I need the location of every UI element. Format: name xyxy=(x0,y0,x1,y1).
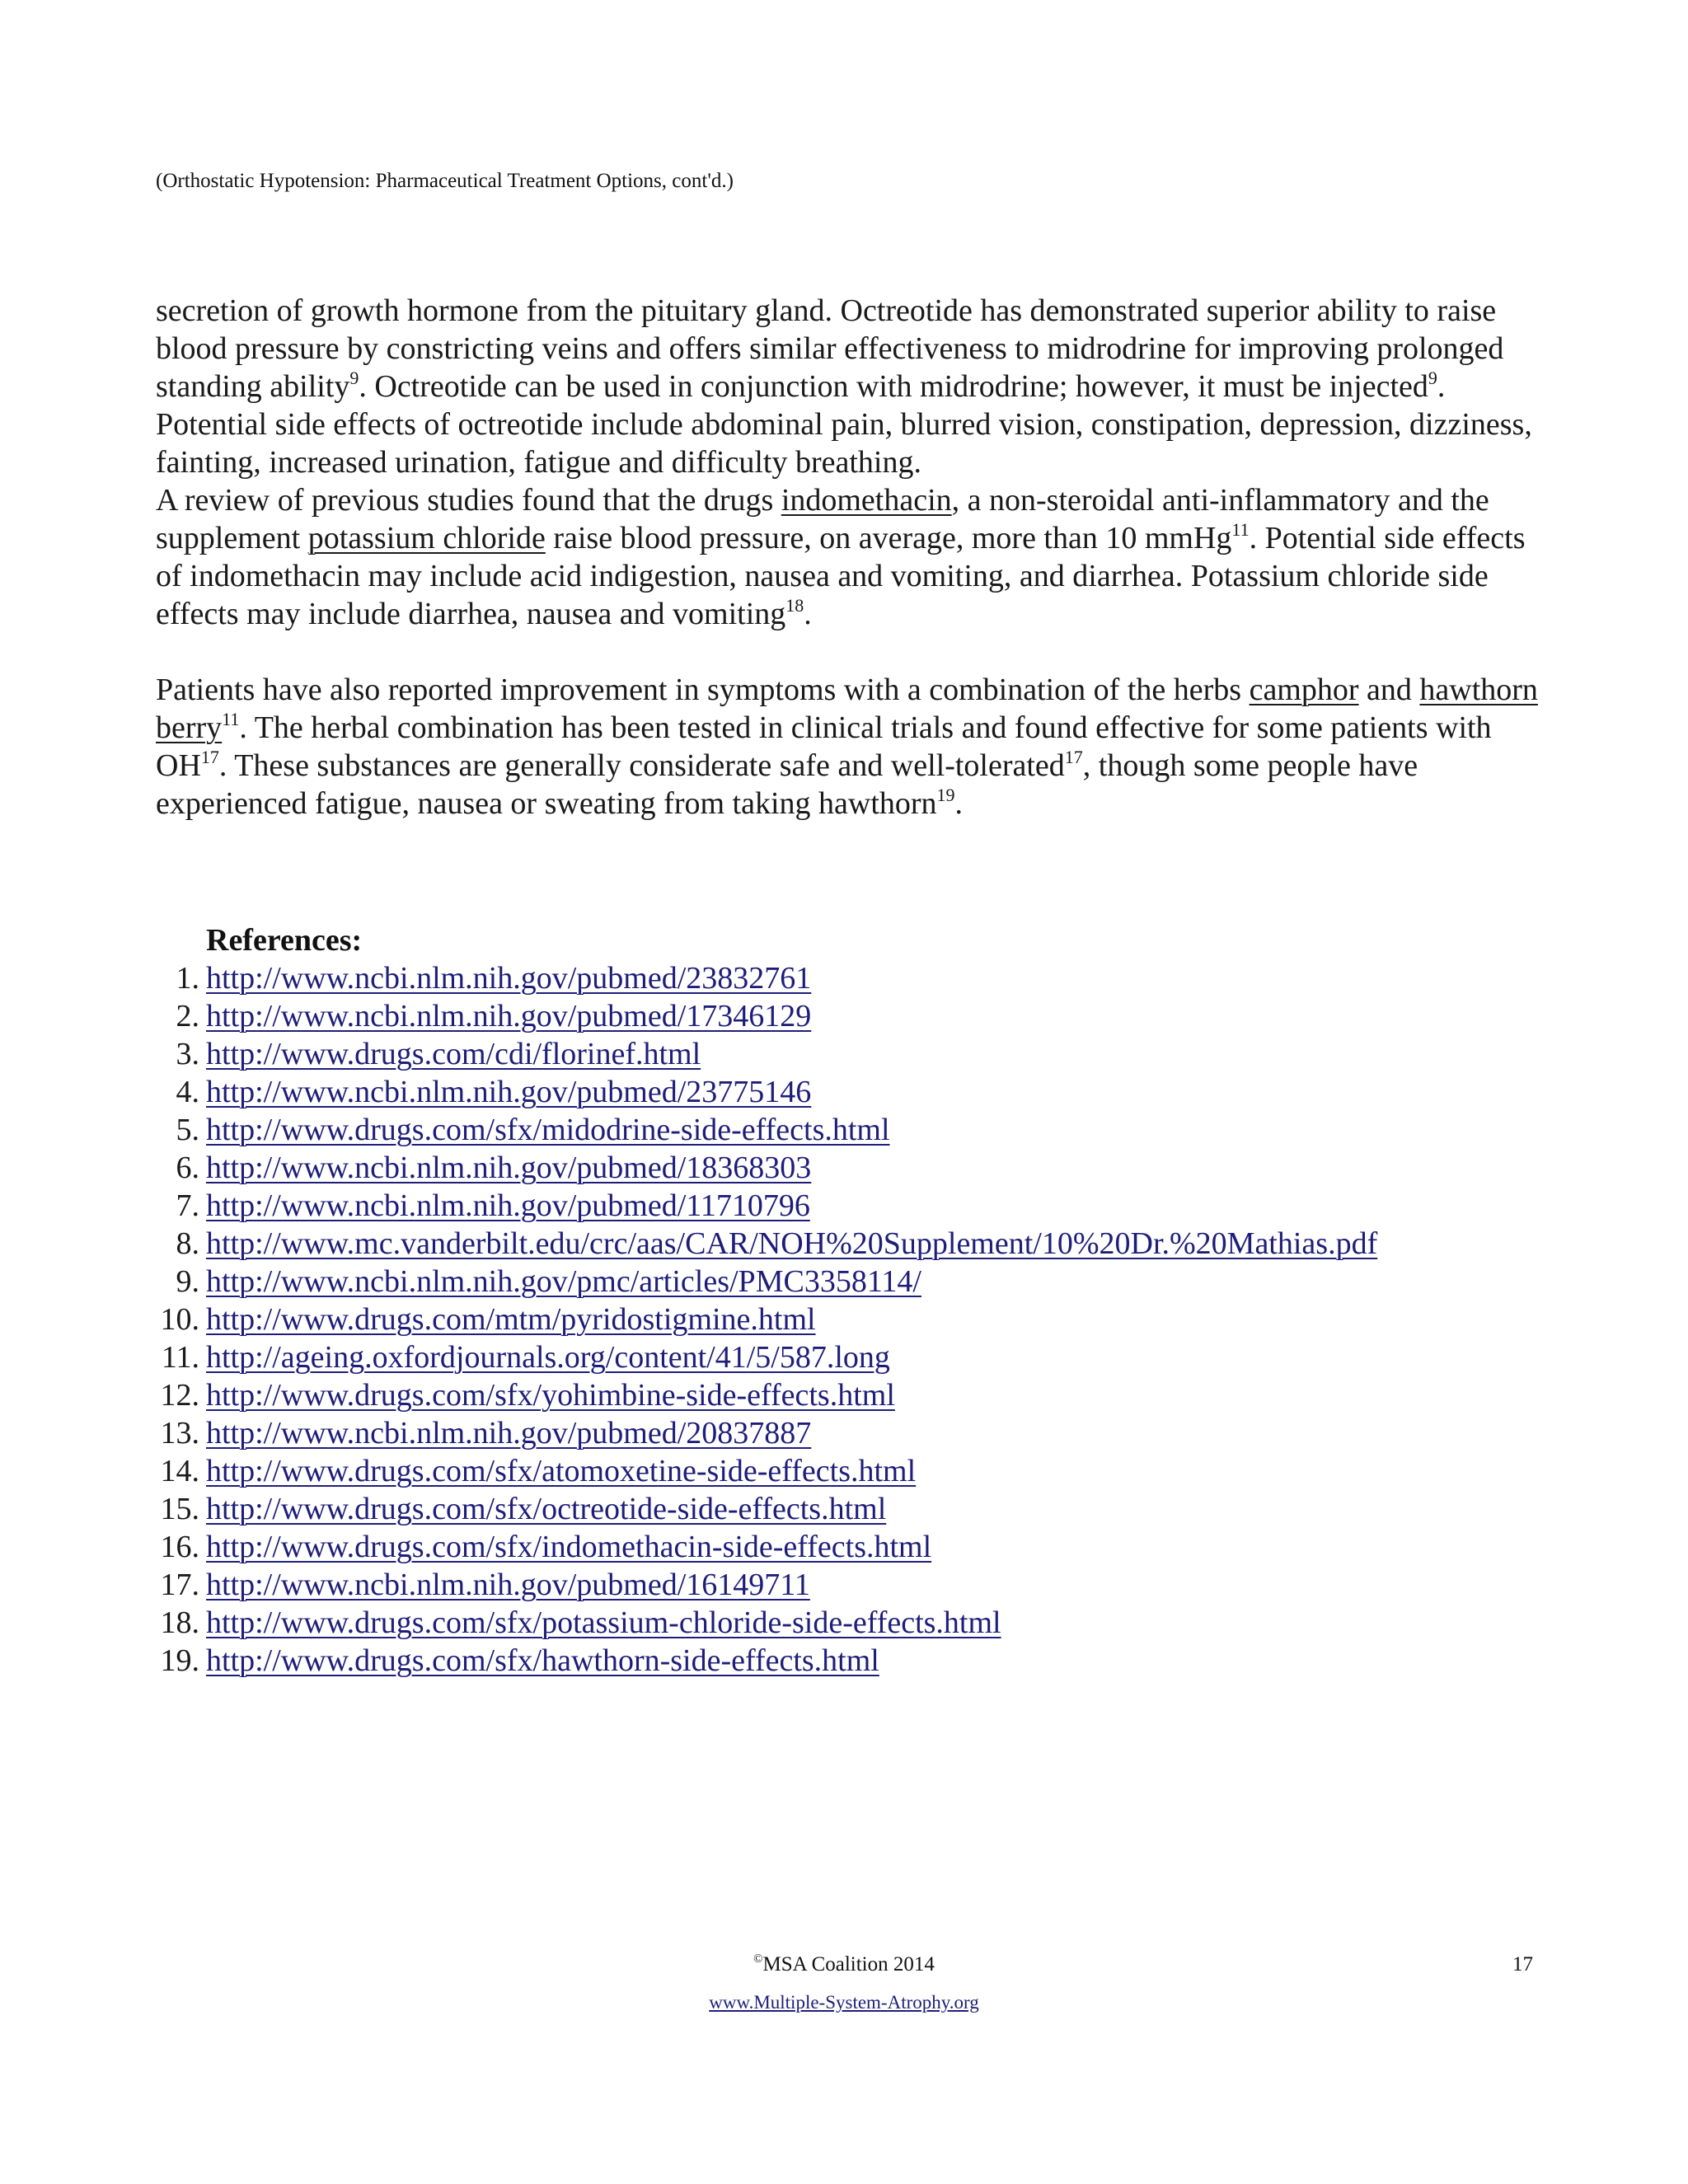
running-header: (Orthostatic Hypotension: Pharmaceutical Treatment Options, cont'd.) xyxy=(156,170,734,192)
reference-number: 2. xyxy=(176,999,199,1033)
reference-item xyxy=(124,959,1591,997)
reference-number: 10. xyxy=(160,1302,199,1337)
reference-number: 11. xyxy=(161,1340,199,1375)
reference-link[interactable]: http://www.ncbi.nlm.nih.gov/pubmed/23832761 xyxy=(206,961,812,996)
citation: 11 xyxy=(222,709,240,729)
reference-link[interactable]: http://www.drugs.com/cdi/florinef.html xyxy=(206,1037,701,1071)
citation: 9 xyxy=(349,368,359,388)
citation: 9 xyxy=(1428,368,1437,388)
citation: 17 xyxy=(200,747,219,767)
reference-link[interactable]: http://www.ncbi.nlm.nih.gov/pubmed/18368303 xyxy=(206,1151,812,1185)
references-section xyxy=(124,921,1591,1680)
reference-number: 18. xyxy=(160,1605,199,1640)
reference-number: 16. xyxy=(160,1530,199,1564)
reference-link[interactable]: http://www.drugs.com/sfx/octreotide-side-effects.html xyxy=(206,1492,887,1526)
reference-number: 17. xyxy=(160,1568,199,1602)
reference-item xyxy=(124,1528,1591,1566)
reference-item xyxy=(124,1566,1591,1604)
reference-link[interactable]: http://www.ncbi.nlm.nih.gov/pubmed/11710796 xyxy=(206,1188,810,1223)
reference-link[interactable]: http://www.drugs.com/sfx/yohimbine-side-effects.html xyxy=(206,1378,895,1413)
references-heading: References: xyxy=(206,923,363,958)
reference-link[interactable]: http://www.ncbi.nlm.nih.gov/pmc/articles/PMC3358114/ xyxy=(206,1264,921,1299)
reference-item xyxy=(124,1187,1591,1225)
reference-item xyxy=(124,1149,1591,1187)
reference-link[interactable]: http://www.mc.vanderbilt.edu/crc/aas/CAR/NOH%20Supplement/10%20Dr.%20Mathias.pdf xyxy=(206,1226,1378,1261)
reference-number: 15. xyxy=(160,1492,199,1526)
reference-number: 9. xyxy=(176,1264,199,1299)
term-potassium-chloride: potassium chloride xyxy=(307,521,546,555)
reference-item xyxy=(124,1111,1591,1149)
body-text xyxy=(156,292,1549,823)
term-hawthorn-berry: hawthorn berry xyxy=(156,673,1538,745)
footer-website xyxy=(0,1990,1688,2016)
reference-item xyxy=(124,1338,1591,1376)
page-number: 17 xyxy=(1512,1953,1533,1975)
term-camphor: camphor xyxy=(1249,673,1359,707)
reference-item xyxy=(124,1642,1591,1680)
reference-link[interactable]: http://www.ncbi.nlm.nih.gov/pubmed/23775146 xyxy=(206,1075,812,1109)
reference-link[interactable]: http://www.ncbi.nlm.nih.gov/pubmed/17346129 xyxy=(206,999,812,1033)
paragraph-herbs: Patients have also reported improvement in symptoms with a combination of the herbs camphor and hawthorn berry$^{11}$. The herbal combination has been tested in clinical trials and found effective for some patients with OH$^{17}$. These substances are generally considerate safe and well-tolerated$^{17}$, though some people have experienced fatigue, nausea or sweating from taking hawthorn$^{19}$. xyxy=(156,673,1538,821)
reference-item xyxy=(124,1263,1591,1301)
copyright-mark: © xyxy=(753,1952,763,1966)
reference-item xyxy=(124,1225,1591,1263)
citation: 11 xyxy=(1231,519,1250,540)
reference-item xyxy=(124,1414,1591,1452)
paragraph-indomethacin: A review of previous studies found that the drugs indomethacin, a non-steroidal anti-inflammatory and the supplement potassium chloride raise blood pressure, on average, more than 10 mmHg$^{11}$. Potential side effects of indomethacin may include acid indigestion, nausea and vomiting, and diarrhea. Potassium chloride side effects may include diarrhea, nausea and vomiting$^{18}$. xyxy=(156,483,1526,631)
citation: 17 xyxy=(1064,747,1083,767)
reference-number: 3. xyxy=(176,1037,199,1071)
website-link[interactable]: www.Multiple-System-Atrophy.org xyxy=(709,1992,979,2013)
footer-copyright: ©MSA Coalition 2014 xyxy=(753,1952,935,1975)
reference-number: 7. xyxy=(176,1188,199,1223)
reference-item xyxy=(124,1073,1591,1111)
reference-item xyxy=(124,1604,1591,1642)
references-list xyxy=(124,959,1591,1680)
paragraph-octreotide: secretion of growth hormone from the pituitary gland. Octreotide has demonstrated superior ability to raise blood pressure by constricting veins and offers similar effectiveness to midrodrine for improving prolonged standing ability$^9$. Octreotide can be used in conjunction with midrodrine; however, it must be injected$^9$. Potential side effects of octreotide include abdominal pain, blurred vision, constipation, depression, dizziness, fainting, increased urination, fatigue and difficulty breathing. xyxy=(156,293,1532,480)
reference-number: 5. xyxy=(176,1113,199,1147)
reference-link[interactable]: http://www.drugs.com/sfx/atomoxetine-side-effects.html xyxy=(206,1454,917,1488)
citation: 18 xyxy=(785,595,804,616)
reference-link[interactable]: http://www.drugs.com/sfx/midodrine-side-effects.html xyxy=(206,1113,890,1147)
reference-link[interactable]: http://www.drugs.com/sfx/hawthorn-side-effects.html xyxy=(206,1643,879,1678)
reference-link[interactable]: http://www.drugs.com/sfx/indomethacin-side-effects.html xyxy=(206,1530,932,1564)
reference-item xyxy=(124,1490,1591,1528)
reference-number: 4. xyxy=(176,1075,199,1109)
reference-item xyxy=(124,997,1591,1035)
reference-number: 8. xyxy=(176,1226,199,1261)
reference-item xyxy=(124,1452,1591,1490)
reference-number: 1. xyxy=(176,961,199,996)
reference-link[interactable]: http://www.drugs.com/mtm/pyridostigmine.html xyxy=(206,1302,816,1337)
reference-item xyxy=(124,1035,1591,1073)
reference-number: 6. xyxy=(176,1151,199,1185)
reference-item xyxy=(124,1301,1591,1338)
reference-link[interactable]: http://www.drugs.com/sfx/potassium-chloride-side-effects.html xyxy=(206,1605,1001,1640)
reference-link[interactable]: http://www.ncbi.nlm.nih.gov/pubmed/20837887 xyxy=(206,1416,812,1451)
reference-number: 19. xyxy=(160,1643,199,1678)
reference-number: 14. xyxy=(160,1454,199,1488)
citation: 19 xyxy=(936,785,955,805)
reference-number: 12. xyxy=(160,1378,199,1413)
reference-item xyxy=(124,1376,1591,1414)
reference-number: 13. xyxy=(160,1416,199,1451)
reference-link[interactable]: http://www.ncbi.nlm.nih.gov/pubmed/16149711 xyxy=(206,1568,810,1602)
reference-link[interactable]: http://ageing.oxfordjournals.org/content/41/5/587.long xyxy=(206,1340,890,1375)
term-indomethacin: indomethacin xyxy=(781,483,952,518)
